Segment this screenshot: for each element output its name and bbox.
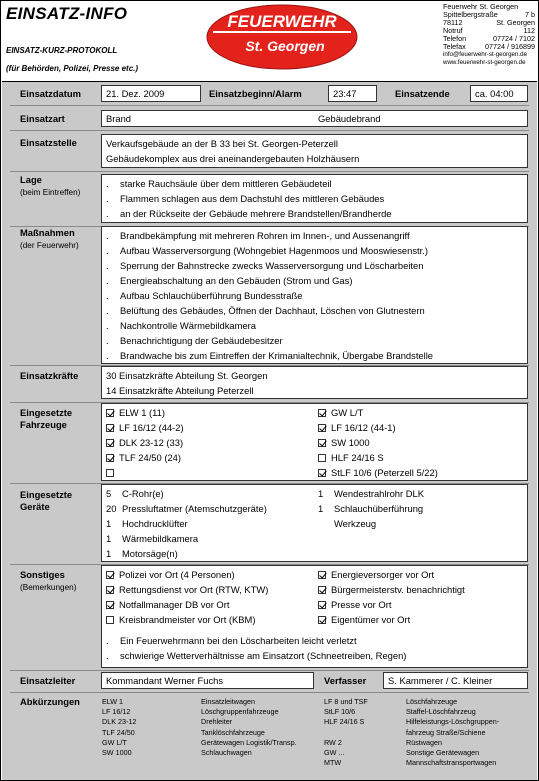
divider (10, 105, 529, 106)
fahrzeuge-left-column (106, 405, 184, 480)
checkbox-empty-icon[interactable] (106, 469, 114, 477)
vehicle-item[interactable]: SW 1000 (318, 435, 438, 450)
abbr-col-meanings-2: Löschfahrzeuge Staffel-Löschfahrzeug Hilfeleistungs-Löschgruppen- fahrzeug Straße/Schiene Rüstwagen Sonstige Gerätewagen Mannschaftstransportwagen (406, 697, 500, 768)
list-item: . Flammen schlagen aus dem Dachstuhl des mittleren Gebäudes (106, 193, 385, 204)
vehicle-item[interactable]: LF 16/12 (44-2) (106, 420, 184, 435)
list-item: 30 Einsatzkräfte Abteilung St. Georgen (106, 370, 268, 381)
checkbox-empty-icon[interactable] (106, 616, 114, 624)
sonstiges-notes (106, 633, 406, 663)
fahrzeuge-title-2: Fahrzeuge (20, 419, 67, 430)
lage-title: Lage (20, 174, 42, 185)
list-item: . Nachkontrolle Wärmebildkamera (106, 320, 256, 331)
org-name: Feuerwehr St. Georgen (443, 2, 519, 11)
list-item: 14 Einsatzkräfte Abteilung Peterzell (106, 385, 254, 396)
fahrzeuge-label (20, 407, 72, 431)
equipment-item: 1 Wendestrahlrohr DLK (318, 488, 424, 499)
geraete-field (101, 484, 528, 562)
kraefte-field (101, 366, 528, 399)
verfasser-field: S. Kammerer / C. Kleiner (383, 672, 528, 689)
massnahmen-label (20, 227, 79, 252)
art-value: Brand (106, 113, 132, 124)
lage-subtitle: (beim Eintreffen) (20, 188, 81, 197)
stelle-line: Gebäudekomplex aus drei aneinandergebauten Holzhäusern (106, 153, 360, 164)
remark-item[interactable]: Bürgermeisterstv. benachrichtigt (318, 582, 465, 597)
tel-label: Telefon (443, 34, 467, 43)
checkbox-checked-icon[interactable] (106, 571, 114, 579)
note-item: . schwierige Wetterverhältnisse am Einsatzort (Schneetreiben, Regen) (106, 650, 407, 661)
ende-label: Einsatzende (395, 88, 450, 99)
art-detail-value: Gebäudebrand (318, 113, 381, 124)
vehicle-item[interactable]: GW L/T (318, 405, 438, 420)
divider (10, 692, 529, 693)
equipment-item: 1 Wärmebildkamera (106, 533, 199, 544)
lage-label (20, 174, 80, 199)
equipment-item: 1 Motorsäge(n) (106, 548, 178, 559)
fahrzeuge-field (101, 403, 528, 481)
stelle-field (101, 134, 528, 168)
geraete-right-column (318, 486, 424, 531)
checkbox-checked-icon[interactable] (106, 586, 114, 594)
vehicle-item[interactable]: TLF 24/50 (24) (106, 450, 184, 465)
list-item: . Brandbekämpfung mit mehreren Rohren im Innen-, und Aussenangriff (106, 230, 410, 241)
street-number: 7 b (525, 10, 535, 19)
street: Spittelbergstraße (443, 10, 498, 19)
remark-item[interactable]: Notfallmanager DB vor Ort (106, 597, 268, 612)
list-item: . starke Rauchsäule über dem mittleren Gebäudeteil (106, 178, 332, 189)
remark-item[interactable]: Rettungsdienst vor Ort (RTW, KTW) (106, 582, 268, 597)
list-item: . Aufbau Wasserversorgung (Wohngebiet Hagenmoos und Mooswiesenstr.) (106, 245, 428, 256)
checkbox-checked-icon[interactable] (106, 424, 114, 432)
fahrzeuge-right-column (318, 405, 438, 480)
equipment-item: 5 C-Rohr(e) (106, 488, 164, 499)
checkbox-checked-icon[interactable] (318, 409, 326, 417)
checkbox-checked-icon[interactable] (318, 439, 326, 447)
remark-item[interactable]: Eigentümer vor Ort (318, 612, 465, 627)
city: St. Georgen (496, 18, 535, 27)
email-link[interactable]: info@feuerwehr-st-georgen.de (443, 51, 528, 58)
address-block (443, 3, 535, 67)
checkbox-checked-icon[interactable] (106, 409, 114, 417)
abbr-col-codes-2: LF 8 und TSF StLF 10/6 HLF 24/16 S RW 2 GW ... MTW (324, 697, 368, 768)
equipment-item: Werkzeug (334, 518, 377, 529)
geraete-title: Eingesetzte (20, 489, 73, 500)
list-item: . Benachrichtigung der Gebäudebesitzer (106, 335, 283, 346)
remark-item[interactable]: Presse vor Ort (318, 597, 465, 612)
abbr-col-meanings-1: Einsatzleitwagen Löschgruppenfahrzeuge Drehleiter Tanklöschfahrzeuge Gerätewagen Logistik/Transp. Schlauchwagen (201, 697, 297, 758)
art-field (101, 110, 528, 127)
checkbox-empty-icon[interactable] (318, 454, 326, 462)
checkbox-checked-icon[interactable] (318, 571, 326, 579)
sonstiges-right-column (318, 567, 465, 627)
sonstiges-label (20, 569, 76, 594)
vehicle-item[interactable]: LF 16/12 (44-1) (318, 420, 438, 435)
checkbox-checked-icon[interactable] (318, 424, 326, 432)
vehicle-item[interactable] (106, 465, 184, 480)
note-item: . Ein Feuerwehrmann bei den Löscharbeiten leicht verletzt (106, 635, 357, 646)
lage-field (101, 174, 528, 223)
abkuerzungen-label: Abkürzungen (20, 696, 80, 707)
checkbox-checked-icon[interactable] (318, 586, 326, 594)
logo-text-location: St. Georgen (245, 38, 325, 54)
sonstiges-title: Sonstiges (20, 569, 65, 580)
checkbox-checked-icon[interactable] (106, 601, 114, 609)
equipment-item: 20 Pressluftatmer (Atemschutzgeräte) (106, 503, 267, 514)
checkbox-checked-icon[interactable] (318, 469, 326, 477)
geraete-left-column (106, 486, 267, 561)
page-title: EINSATZ-INFO (6, 4, 128, 23)
datum-label: Einsatzdatum (20, 88, 81, 99)
vehicle-item[interactable]: StLF 10/6 (Peterzell 5/22) (318, 465, 438, 480)
ende-field: ca. 04:00 (470, 85, 528, 102)
massnahmen-field (101, 226, 528, 364)
sonstiges-subtitle: (Bemerkungen) (20, 583, 77, 592)
remark-item[interactable]: Energieversorger vor Ort (318, 567, 465, 582)
beginn-label: Einsatzbeginn/Alarm (209, 88, 302, 99)
list-item: . Brandwache bis zum Eintreffen der Krimanialtechnik, Übergabe Brandstelle (106, 350, 434, 361)
header (1, 1, 538, 81)
logo-text-feuerwehr: FEUERWEHR (227, 12, 337, 31)
leiter-field: Kommandant Werner Fuchs (101, 672, 314, 689)
checkbox-checked-icon[interactable] (318, 601, 326, 609)
kraefte-label: Einsatzkräfte (20, 370, 79, 381)
equipment-item: 1 Hochdrucklüfter (106, 518, 188, 529)
list-item: . an der Rückseite der Gebäude mehrere Brandstellen/Brandherde (106, 208, 392, 219)
stelle-label: Einsatzstelle (20, 137, 77, 148)
list-item: . Sperrung der Bahnstrecke zwecks Wasserversorgung und Löscharbeiten (106, 260, 424, 271)
verfasser-label: Verfasser (324, 675, 367, 686)
fax-label: Telefax (443, 42, 466, 51)
zip: 78112 (443, 18, 463, 27)
subtitle: EINSATZ-KURZ-PROTOKOLL (6, 46, 118, 55)
tel-number: 07724 / 7102 (493, 34, 535, 43)
leiter-label: Einsatzleiter (20, 675, 76, 686)
divider (10, 171, 529, 172)
list-item: . Belüftung des Gebäudes, Öffnen der Dachhaut, Löschen von Glutnestern (106, 305, 425, 316)
sonstiges-left-column (106, 567, 268, 627)
feuerwehr-logo (205, 3, 359, 71)
notruf-number: 112 (523, 26, 535, 35)
geraete-label (20, 489, 72, 513)
abbr-col-codes-1: ELW 1 LF 16/12 DLK 23-12 TLF 24/50 GW L/T SW 1000 (102, 697, 137, 758)
web-link[interactable]: www.feuerwehr-st-georgen.de (443, 59, 526, 66)
vehicle-item[interactable]: HLF 24/16 S (318, 450, 438, 465)
beginn-field: 23:47 (328, 85, 377, 102)
sonstiges-field (101, 565, 528, 668)
checkbox-checked-icon[interactable] (106, 454, 114, 462)
checkbox-checked-icon[interactable] (106, 439, 114, 447)
form-panel (2, 81, 537, 781)
list-item: . Energieabschaltung an den Gebäuden (Strom und Gas) (106, 275, 353, 286)
stelle-line: Verkaufsgebäude an der B 33 bei St. Georgen-Peterzell (106, 138, 338, 149)
massnahmen-title: Maßnahmen (20, 227, 75, 238)
remark-item[interactable]: Polizei vor Ort (4 Personen) (106, 567, 268, 582)
fax-number: 07724 / 916899 (485, 42, 535, 51)
divider (10, 670, 529, 671)
fahrzeuge-title: Eingesetzte (20, 407, 73, 418)
subtitle-audience: (für Behörden, Polizei, Presse etc.) (6, 64, 139, 73)
geraete-title-2: Geräte (20, 501, 50, 512)
divider (10, 130, 529, 131)
list-item: . Aufbau Schlauchüberführung Bundesstraße (106, 290, 303, 301)
equipment-item: 1 Schlauchüberführung (318, 503, 424, 514)
remark-item[interactable]: Kreisbrandmeister vor Ort (KBM) (106, 612, 268, 627)
notruf-label: Notruf (443, 26, 463, 35)
vehicle-item[interactable]: ELW 1 (11) (106, 405, 184, 420)
art-label: Einsatzart (20, 113, 65, 124)
datum-field: 21. Dez. 2009 (101, 85, 201, 102)
vehicle-item[interactable]: DLK 23-12 (33) (106, 435, 184, 450)
massnahmen-subtitle: (der Feuerwehr) (20, 241, 79, 250)
checkbox-checked-icon[interactable] (318, 616, 326, 624)
